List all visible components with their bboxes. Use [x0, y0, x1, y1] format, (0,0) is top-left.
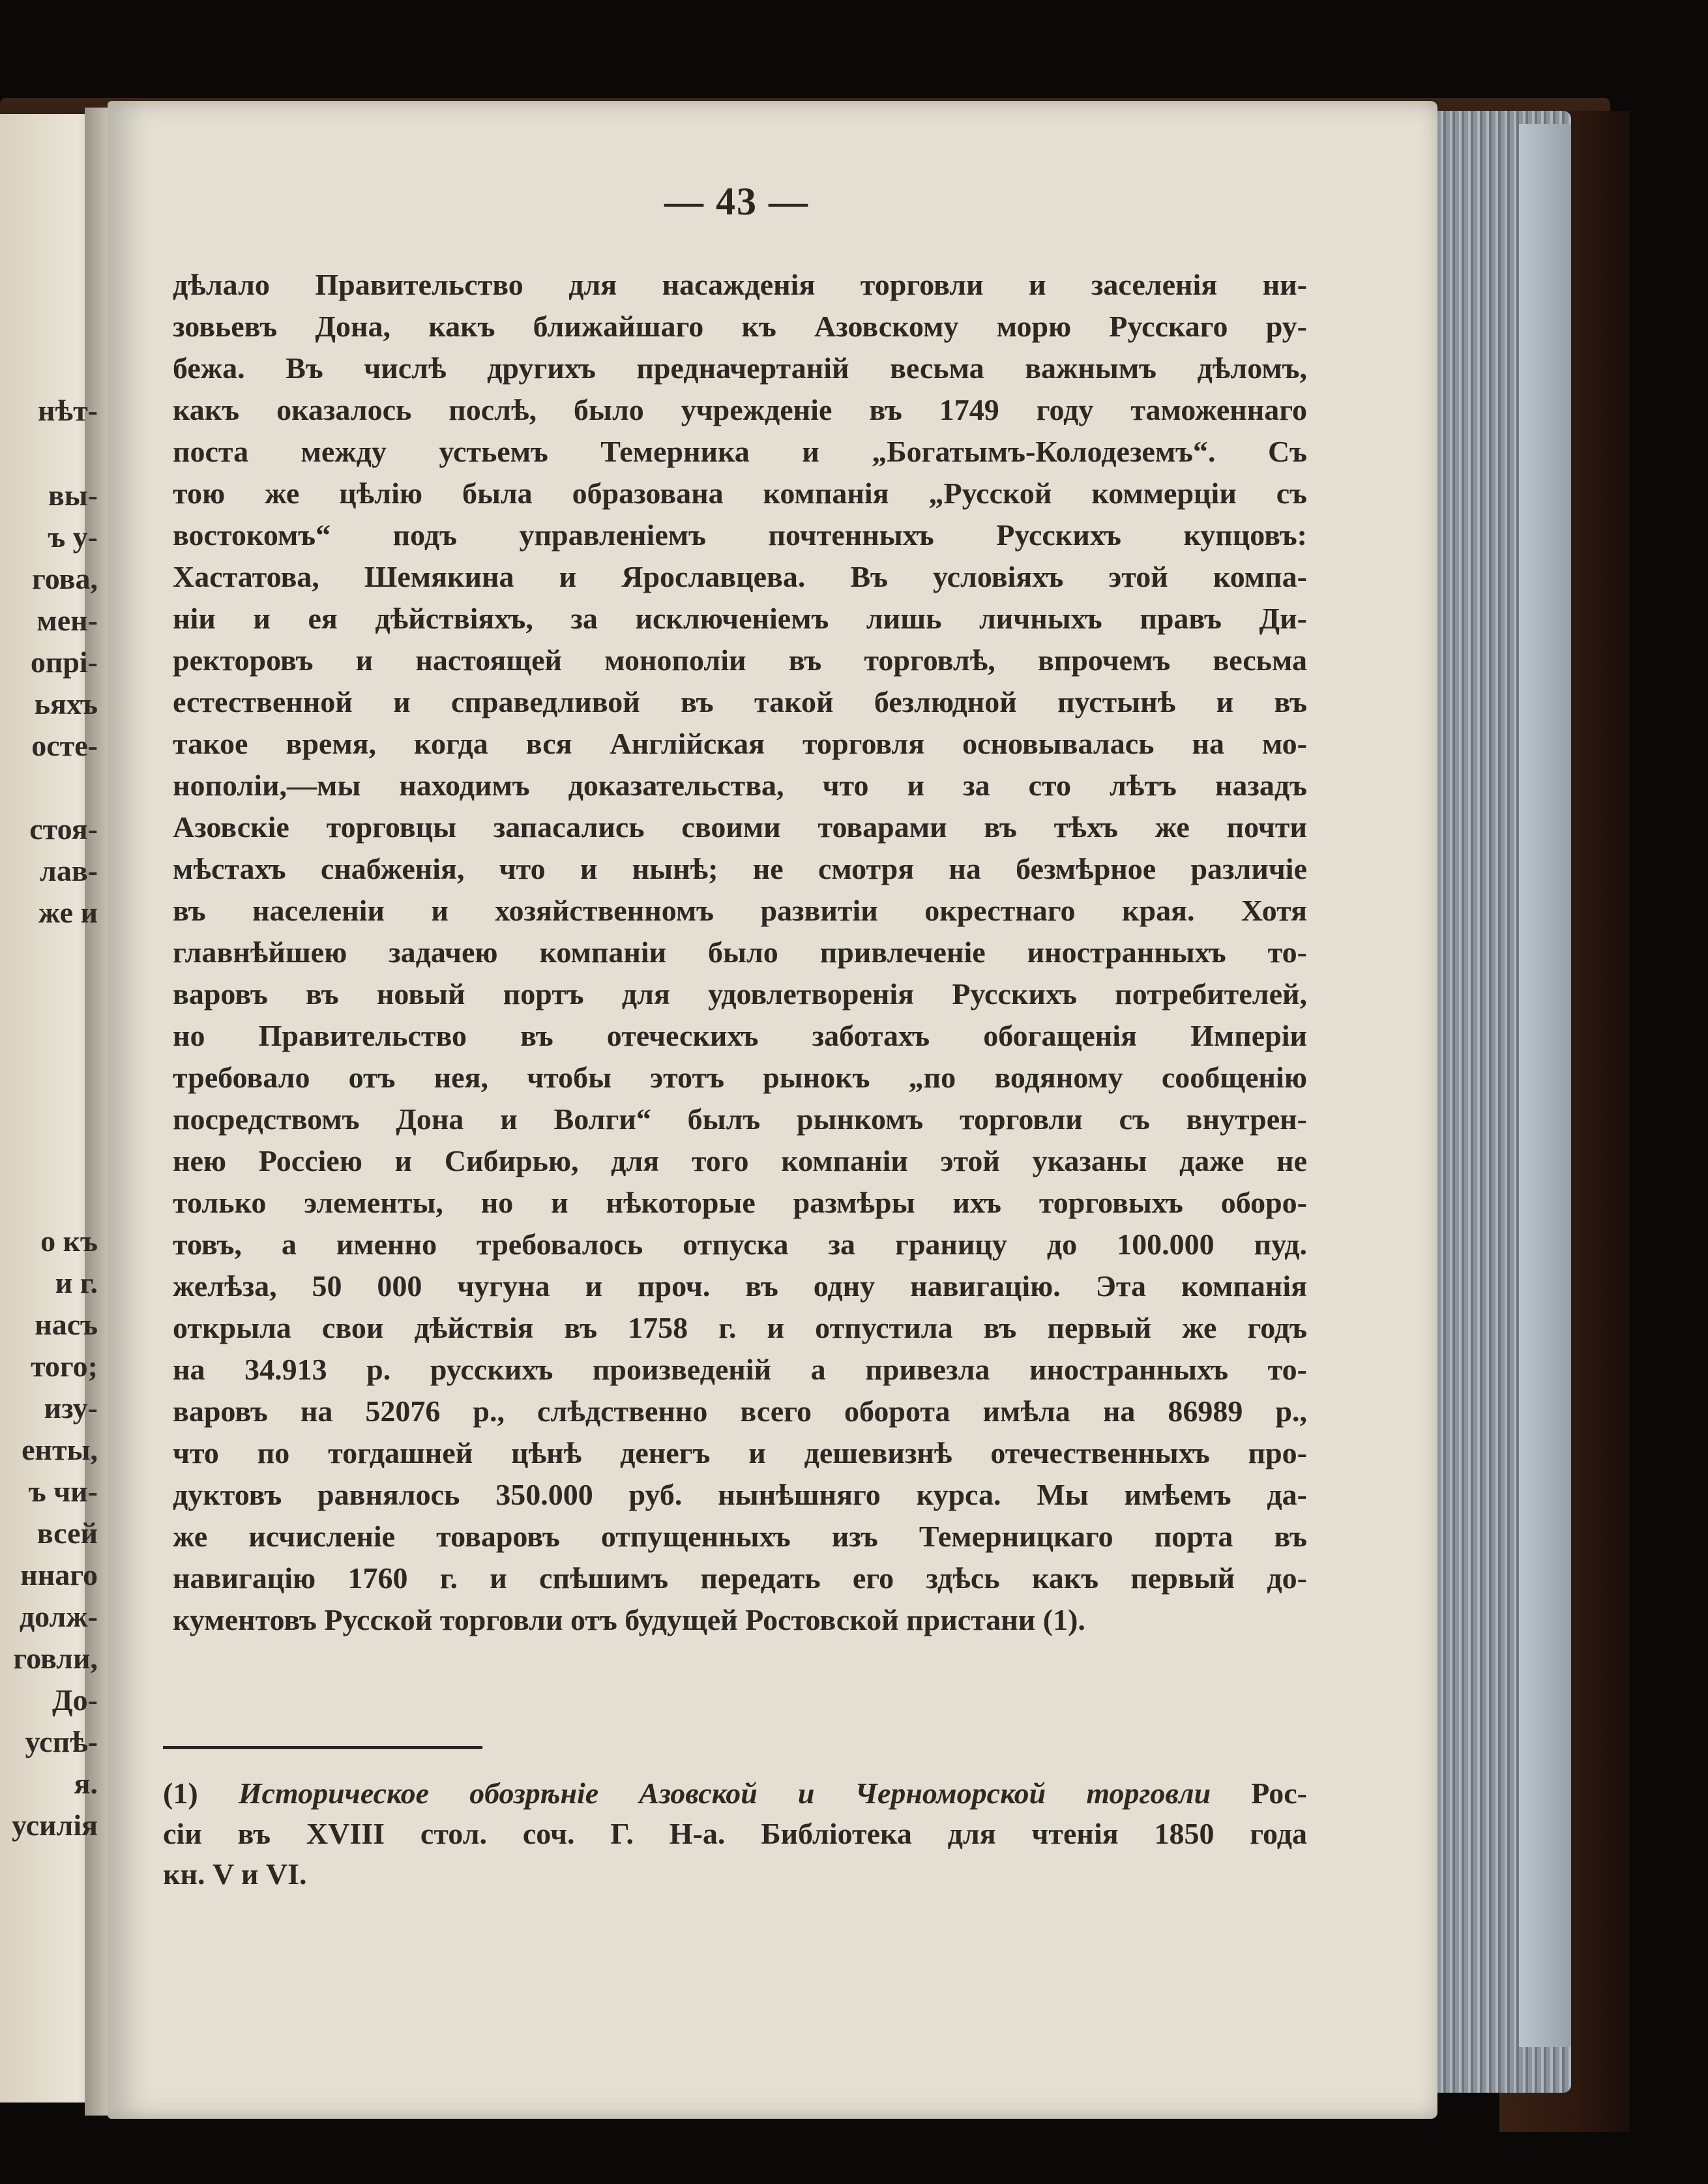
- left-fragment: всей: [37, 1516, 98, 1550]
- left-fragment: ъ у-: [48, 520, 98, 553]
- left-fragment: гова,: [32, 562, 98, 595]
- left-fragment: стоя-: [29, 812, 98, 846]
- footnote-title: Историческое обозрѣніе Азовской и Черноморской торговли: [238, 1777, 1211, 1810]
- text-line: нею Россіею и Сибирью, для того компаніи этой указаны даже не: [173, 1144, 1307, 1177]
- text-line: только элементы, но и нѣкоторые размѣры ихъ торговыхъ оборо-: [173, 1186, 1307, 1219]
- left-fragment: мен-: [37, 604, 98, 637]
- left-fragment: и г.: [55, 1266, 98, 1299]
- left-fragment: ннаго: [20, 1558, 98, 1591]
- footnote-continuation: Рос-: [1251, 1777, 1307, 1810]
- text-line: поста между устьемъ Темерника и „Богатымъ-Колодеземъ“. Съ: [173, 435, 1307, 468]
- left-fragment: До-: [52, 1683, 98, 1717]
- text-line: естественной и справедливой въ такой безлюдной пустынѣ и въ: [173, 685, 1307, 718]
- footnote-line: кн. V и VI.: [163, 1857, 307, 1891]
- text-line: варовъ въ новый портъ для удовлетворенія Русскихъ потребителей,: [173, 977, 1307, 1011]
- footnote-divider: [163, 1746, 482, 1749]
- footnote-marker: (1): [163, 1777, 198, 1810]
- left-fragment: лав-: [40, 854, 98, 887]
- text-line: такое время, когда вся Англійская торговля основывалась на мо-: [173, 727, 1307, 760]
- left-fragment: успѣ-: [25, 1725, 98, 1758]
- left-fragment: опрі-: [30, 645, 98, 679]
- text-line: какъ оказалось послѣ, было учрежденіе въ 1749 году таможеннаго: [173, 393, 1307, 426]
- text-line: востокомъ“ подъ управленіемъ почтенныхъ Русскихъ купцовъ:: [173, 518, 1307, 552]
- footnote-line: [163, 1773, 1307, 1814]
- text-line: навигацію 1760 г. и спѣшимъ передать его здѣсь какъ первый до-: [173, 1561, 1307, 1595]
- text-line: зовьевъ Дона, какъ ближайшаго къ Азовскому морю Русскаго ру-: [173, 310, 1307, 343]
- footnote-line: сіи въ XVIII стол. соч. Г. Н-а. Библіотека для чтенія 1850 года: [163, 1817, 1307, 1850]
- text-line: что по тогдашней цѣнѣ денегъ и дешевизнѣ отечественныхъ про-: [173, 1436, 1307, 1469]
- text-line: но Правительство въ отеческихъ заботахъ обогащенія Имперіи: [173, 1019, 1307, 1052]
- text-line: же исчисленіе товаровъ отпущенныхъ изъ Темерницкаго порта въ: [173, 1520, 1307, 1553]
- left-fragment: ъ чи-: [28, 1475, 98, 1508]
- left-fragment: насъ: [35, 1308, 98, 1341]
- page-number: — 43 —: [664, 180, 809, 223]
- text-line: Хастатова, Шемякина и Ярославцева. Въ условіяхъ этой компа-: [173, 560, 1307, 593]
- text-line: посредствомъ Дона и Волги“ былъ рынкомъ торговли съ внутрен-: [173, 1102, 1307, 1136]
- text-line: дуктовъ равнялось 350.000 руб. нынѣшняго курса. Мы имѣемъ да-: [173, 1478, 1307, 1511]
- text-line: мѣстахъ снабженія, что и нынѣ; не смотря на безмѣрное различіе: [173, 852, 1307, 885]
- text-line: Азовскіе торговцы запасались своими товарами въ тѣхъ же почти: [173, 810, 1307, 844]
- text-line: товъ, а именно требовалось отпуска за границу до 100.000 пуд.: [173, 1228, 1307, 1261]
- left-fragment: усилія: [12, 1808, 98, 1842]
- left-fragment: о къ: [40, 1224, 98, 1258]
- left-fragment: ьяхъ: [34, 687, 98, 720]
- text-line: бежа. Въ числѣ другихъ предначертаній весьма важнымъ дѣломъ,: [173, 351, 1307, 385]
- left-fragment: изу-: [44, 1391, 98, 1424]
- left-fragment: долж-: [19, 1600, 98, 1633]
- left-fragment: остe-: [31, 729, 98, 762]
- text-line: въ населеніи и хозяйственномъ развитіи окрестнаго края. Хотя: [173, 894, 1307, 927]
- text-line: на 34.913 р. русскихъ произведеній а привезла иностранныхъ то-: [173, 1353, 1307, 1386]
- text-line: дѣлало Правительство для насажденія торговли и заселенія ни-: [173, 268, 1307, 301]
- text-line: желѣза, 50 000 чугуна и проч. въ одну навигацію. Эта компанія: [173, 1269, 1307, 1303]
- text-line: кументовъ Русской торговли отъ будущей Ростовской пристани (1).: [173, 1603, 1085, 1636]
- text-line: ректоровъ и настоящей монополіи въ торговлѣ, впрочемъ весьма: [173, 643, 1307, 677]
- footnote: [163, 1773, 1307, 1895]
- left-fragment: вы-: [48, 479, 98, 512]
- text-line: варовъ на 52076 р., слѣдственно всего оборота имѣла на 86989 р.,: [173, 1395, 1307, 1428]
- left-fragment: говли,: [13, 1642, 98, 1675]
- left-page-text: [7, 0, 98, 2184]
- text-line: нополіи,—мы находимъ доказательства, что и за сто лѣтъ назадъ: [173, 769, 1307, 802]
- page-edge-strip: [1519, 124, 1571, 2047]
- left-fragment: же и: [38, 896, 98, 929]
- left-fragment: того;: [30, 1350, 98, 1383]
- text-line: тою же цѣлію была образована компанія „Русской коммерціи съ: [173, 477, 1307, 510]
- left-fragment: енты,: [22, 1433, 98, 1466]
- body-text: [173, 264, 1307, 1641]
- text-line: ніи и ея дѣйствіяхъ, за исключеніемъ лишь личныхъ правъ Ди-: [173, 602, 1307, 635]
- left-fragment: я.: [74, 1767, 98, 1800]
- left-fragment: нѣт-: [37, 394, 98, 427]
- text-line: главнѣйшею задачею компаніи было привлеченіе иностранныхъ то-: [173, 936, 1307, 969]
- text-line: требовало отъ нея, чтобы этотъ рынокъ „по водяному сообщенію: [173, 1061, 1307, 1094]
- text-line: открыла свои дѣйствія въ 1758 г. и отпустила въ первый же годъ: [173, 1311, 1307, 1344]
